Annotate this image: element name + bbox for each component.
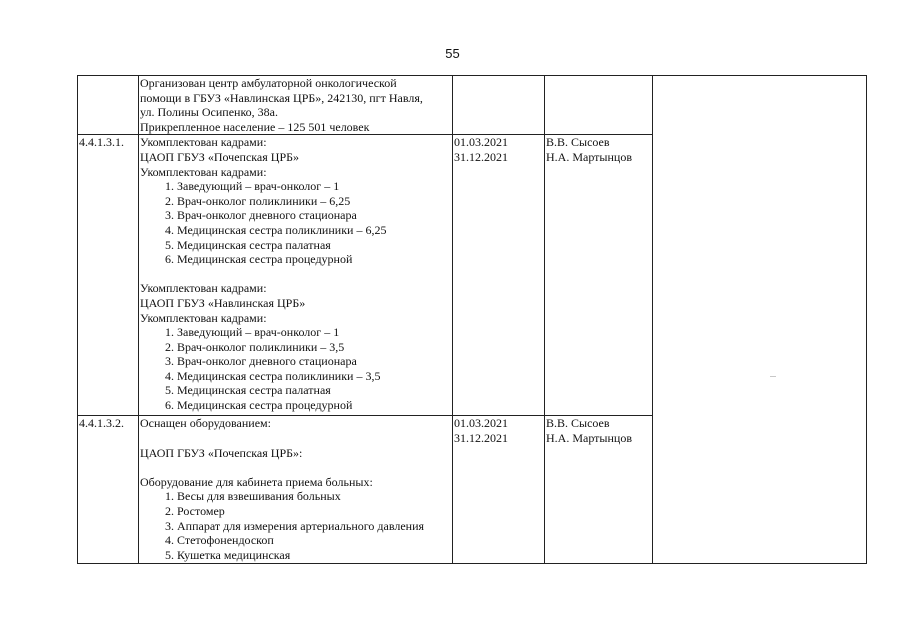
responsible-person: Н.А. Мартынцов	[546, 149, 632, 164]
staff-list	[140, 179, 452, 267]
list-item: 3. Врач-онколог дневного стационара	[165, 208, 357, 223]
organization-name: ЦАОП ГБУЗ «Почепская ЦРБ»:	[140, 445, 303, 460]
item-dates-cell	[453, 76, 545, 135]
item-notes-cell	[653, 76, 867, 564]
item-responsible-cell	[545, 76, 653, 135]
item-description-cell	[139, 76, 453, 135]
organization-name: ЦАОП ГБУЗ «Почепская ЦРБ»	[140, 149, 300, 164]
list-item: 2. Врач-онколог поликлиники – 6,25	[165, 193, 351, 208]
spacer	[140, 460, 452, 475]
start-date: 01.03.2021	[454, 135, 508, 150]
responsible-person: В.В. Сысоев	[546, 416, 610, 431]
item-code-cell: 4.4.1.3.2.	[78, 416, 139, 564]
section-subheading: Оборудование для кабинета приема больных:	[140, 474, 373, 489]
organization-name: ЦАОП ГБУЗ «Навлинская ЦРБ»	[140, 295, 306, 310]
item-code-cell: 4.4.1.3.1.	[78, 135, 139, 416]
text-line: Прикрепленное население – 125 501 человек	[140, 119, 370, 134]
item-dates-cell	[453, 416, 545, 564]
responsible-person: Н.А. Мартынцов	[546, 430, 632, 445]
item-responsible-cell	[545, 416, 653, 564]
list-item: 4. Медицинская сестра поликлиники – 3,5	[165, 368, 381, 383]
section-heading: Оснащен оборудованием:	[140, 416, 271, 431]
list-item: 1. Заведующий – врач-онколог – 1	[165, 179, 340, 194]
item-code-cell	[78, 76, 139, 135]
list-item: 4. Медицинская сестра поликлиники – 6,25	[165, 222, 387, 237]
start-date: 01.03.2021	[454, 416, 508, 431]
text-line: помощи в ГБУЗ «Навлинская ЦРБ», 242130, пгт Навля,	[140, 90, 423, 105]
equipment-list	[140, 489, 452, 562]
responsible-person: В.В. Сысоев	[546, 135, 610, 150]
list-item: 5. Медицинская сестра палатная	[165, 383, 331, 398]
text-line: Организован центр амбулаторной онкологической	[140, 76, 397, 90]
item-description-cell	[139, 416, 453, 564]
list-item: 1. Весы для взвешивания больных	[165, 489, 341, 504]
page-number: 55	[445, 46, 460, 61]
list-item: 3. Аппарат для измерения артериального давления	[165, 518, 425, 533]
section-heading: Укомплектован кадрами:	[140, 135, 267, 150]
staff-list	[140, 325, 452, 413]
plan-table	[77, 75, 867, 564]
list-item: 6. Медицинская сестра процедурной	[165, 252, 353, 267]
section-subheading: Укомплектован кадрами:	[140, 310, 267, 325]
end-date: 31.12.2021	[454, 149, 508, 164]
spacer	[140, 431, 452, 446]
scan-mark	[770, 376, 776, 377]
list-item: 6. Медицинская сестра процедурной	[165, 398, 353, 413]
list-item: 5. Кушетка медицинская	[165, 547, 291, 562]
item-dates-cell	[453, 135, 545, 416]
section-heading: Укомплектован кадрами:	[140, 281, 267, 296]
list-item: 2. Врач-онколог поликлиники – 3,5	[165, 339, 345, 354]
end-date: 31.12.2021	[454, 430, 508, 445]
text-line: ул. Полины Осипенко, 38а.	[140, 105, 278, 120]
list-item: 3. Врач-онколог дневного стационара	[165, 354, 357, 369]
table-row	[78, 76, 867, 135]
list-item: 4. Стетофонендоскоп	[165, 533, 274, 548]
list-item: 5. Медицинская сестра палатная	[165, 237, 331, 252]
list-item: 1. Заведующий – врач-онколог – 1	[165, 325, 340, 340]
list-item: 2. Ростомер	[165, 503, 225, 518]
spacer	[140, 267, 452, 282]
section-subheading: Укомплектован кадрами:	[140, 164, 267, 179]
item-description-cell	[139, 135, 453, 416]
item-responsible-cell	[545, 135, 653, 416]
